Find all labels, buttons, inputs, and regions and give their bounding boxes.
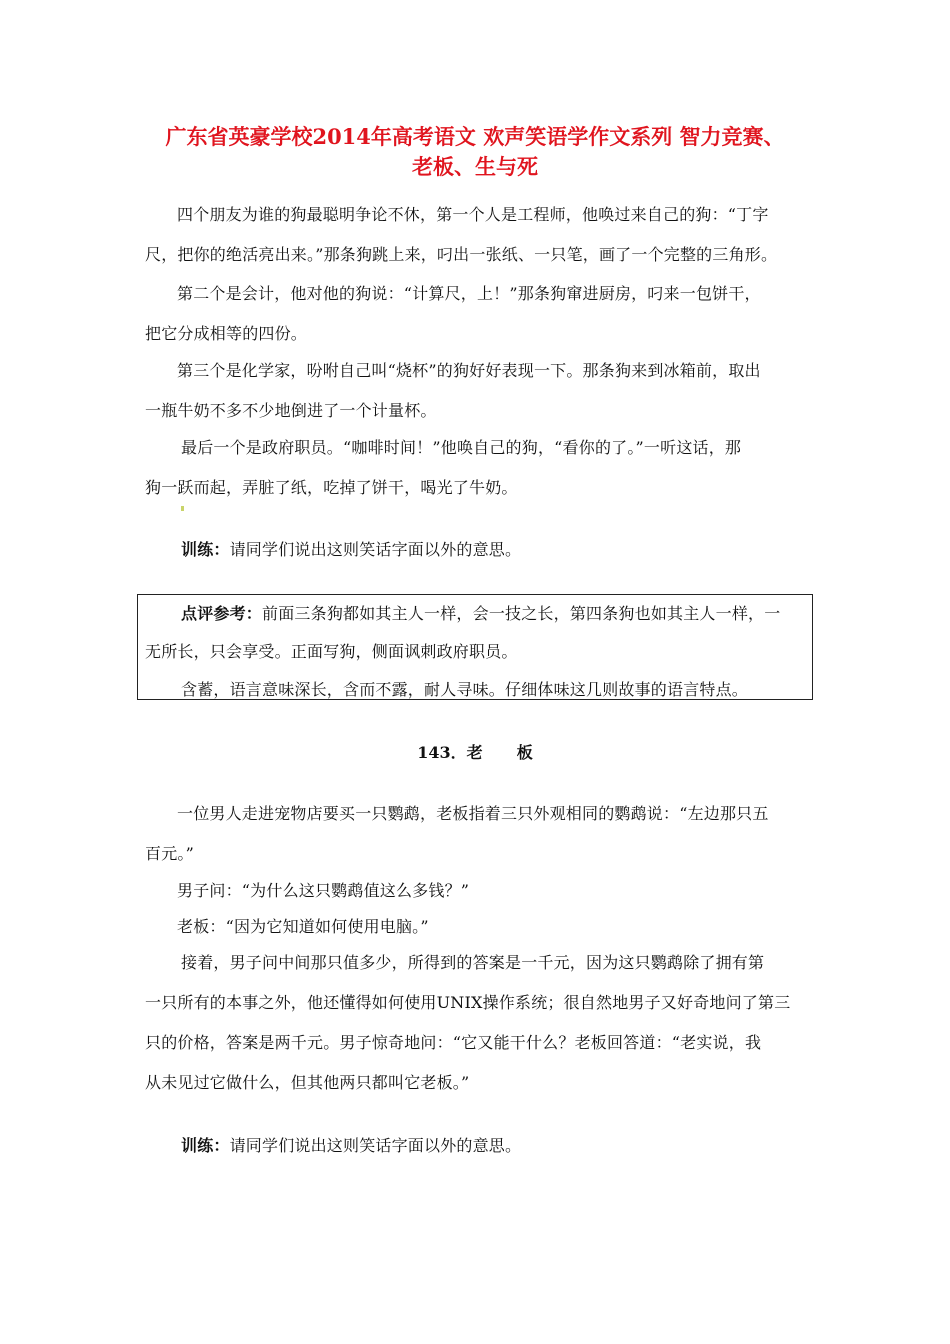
story1-paragraph3-line1: 第三个是化学家，吩咐自己叫“烧杯”的狗好好表现一下。那条狗来到冰箱前，取出: [177, 361, 761, 380]
story1-paragraph1-line1: 四个朋友为谁的狗最聪明争论不休，第一个人是工程师，他唤过来自己的狗：“丁字: [177, 205, 769, 224]
story2-training: [181, 1133, 521, 1156]
story2-paragraph1-line2: 百元。”: [145, 844, 194, 863]
story2-paragraph1-line1: 一位男人走进宠物店要买一只鹦鹉，老板指着三只外观相同的鹦鹉说：“左边那只五: [177, 804, 769, 823]
story1-paragraph1-line2: 尺，把你的绝活亮出来。”那条狗跳上来，叼出一张纸、一只笔，画了一个完整的三角形。: [145, 245, 778, 264]
story2-paragraph2: 男子问：“为什么这只鹦鹉值这么多钱？”: [177, 881, 470, 900]
section-title-rest: 板: [516, 743, 533, 762]
section-heading: [0, 740, 950, 763]
story1-paragraph2-line2: 把它分成相等的四份。: [145, 324, 308, 343]
review-line-1: [181, 601, 780, 624]
story1-paragraph4-line2: 狗一跃而起，弄脏了纸，吃掉了饼干，喝光了牛奶。: [145, 478, 518, 497]
story1-paragraph2-line1: 第二个是会计，他对他的狗说：“计算尺，上！”那条狗窜进厨房，叼来一包饼干，: [177, 284, 761, 303]
story2-paragraph4-line2: 一只所有的本事之外，他还懂得如何使用UNIX操作系统；很自然地男子又好奇地问了第三: [145, 993, 791, 1012]
training-label: 训练：: [181, 540, 230, 559]
review-text-1: 前面三条狗都如其主人一样，会一技之长，第四条狗也如其主人一样，一: [262, 604, 781, 623]
story1-training: [181, 537, 521, 560]
story1-paragraph3-line2: 一瓶牛奶不多不少地倒进了一个计量杯。: [145, 401, 437, 420]
review-label: 点评参考：: [181, 604, 263, 623]
review-line-3: 含蓄，语言意味深长，含而不露，耐人寻味。仔细体味这几则故事的语言特点。: [181, 680, 749, 699]
title-line-1: 广东省英豪学校2014年高考语文 欢声笑语学作文系列 智力竞赛、: [165, 124, 785, 149]
training-text-2: 请同学们说出这则笑话字面以外的意思。: [229, 1136, 522, 1155]
story2-paragraph4-line3: 只的价格，答案是两千元。男子惊奇地问：“它又能干什么？老板回答道：“老实说，我: [145, 1033, 762, 1052]
training-label-2: 训练：: [181, 1136, 230, 1155]
review-line-2: 无所长，只会享受。正面写狗，侧面讽刺政府职员。: [145, 642, 518, 661]
training-text: 请同学们说出这则笑话字面以外的意思。: [229, 540, 522, 559]
stray-mark: [181, 506, 184, 511]
story2-paragraph4-line4: 从未见过它做什么，但其他两只都叫它老板。”: [145, 1073, 470, 1092]
story2-paragraph3: 老板：“因为它知道如何使用电脑。”: [177, 917, 429, 936]
section-number: 143．老: [417, 743, 483, 762]
document-title: [140, 122, 810, 182]
story1-paragraph4-line1: 最后一个是政府职员。“咖啡时间！”他唤自己的狗，“看你的了。”一听这话，那: [181, 438, 742, 457]
story2-paragraph4-line1: 接着，男子问中间那只值多少，所得到的答案是一千元，因为这只鹦鹉除了拥有第: [181, 953, 765, 972]
title-line-2: 老板、生与死: [412, 154, 538, 179]
